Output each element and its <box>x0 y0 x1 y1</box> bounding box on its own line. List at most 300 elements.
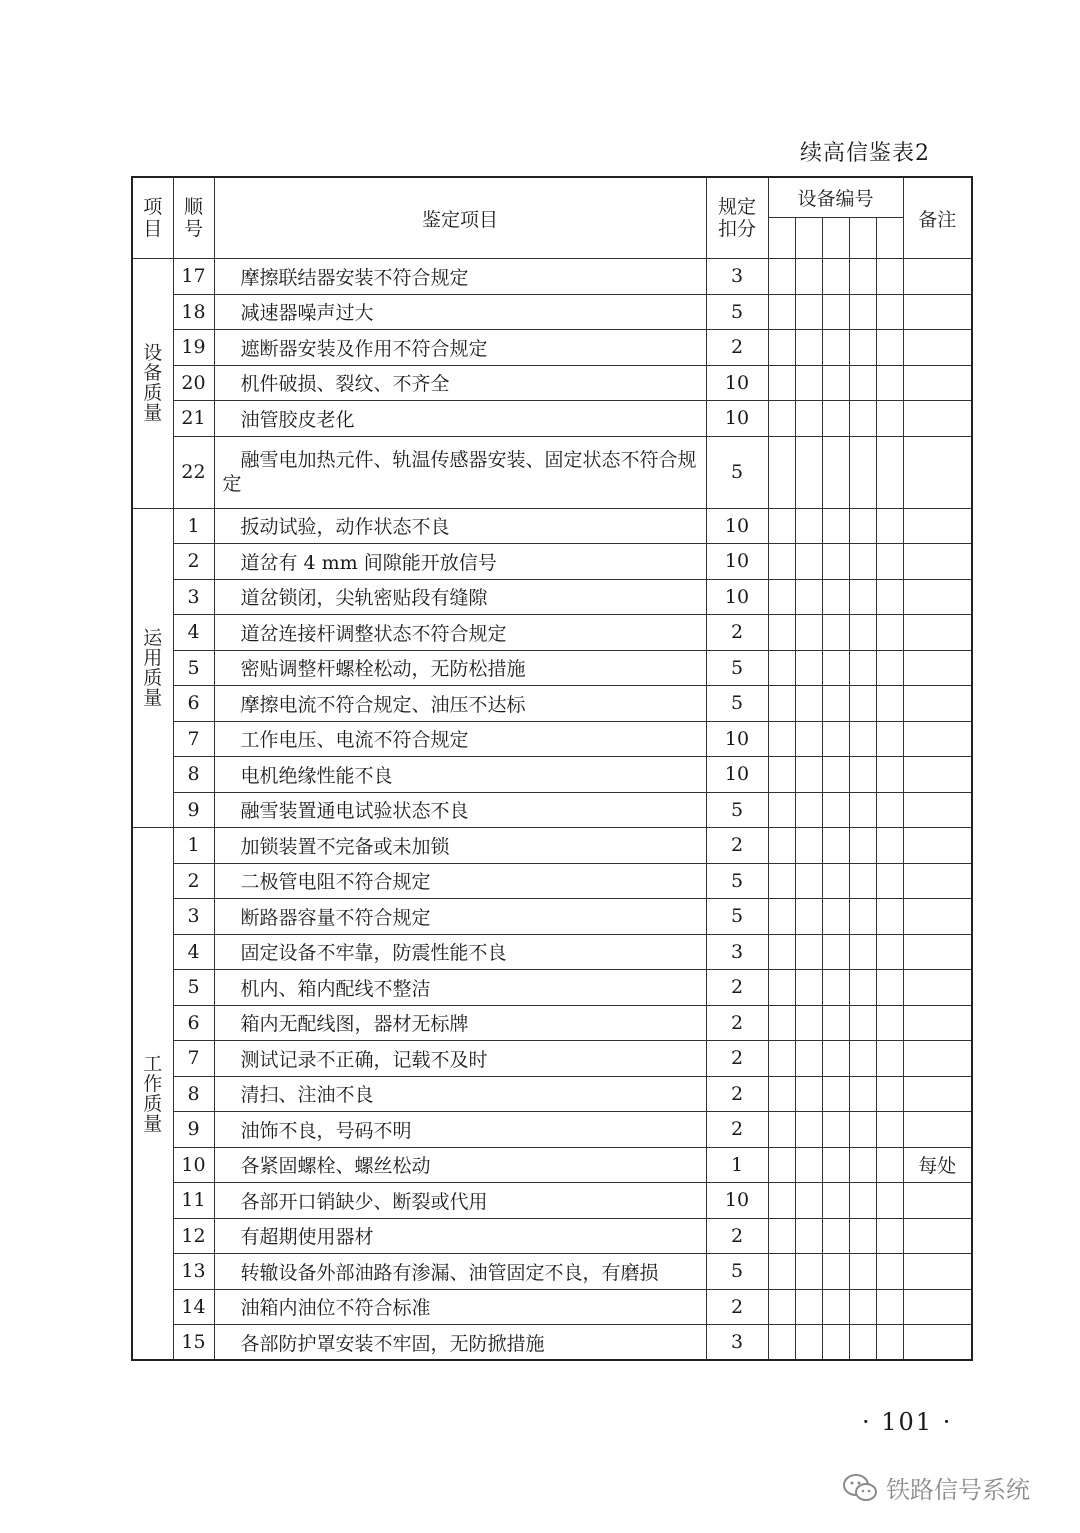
seq-cell: 14 <box>173 1289 214 1325</box>
device-check-cell[interactable] <box>768 970 795 1006</box>
note-cell <box>903 934 972 970</box>
note-cell <box>903 863 972 899</box>
points-cell: 5 <box>706 294 768 330</box>
table-row <box>132 1147 972 1183</box>
device-check-cell[interactable] <box>822 1005 849 1041</box>
device-check-cell[interactable] <box>822 330 849 366</box>
seq-cell: 13 <box>173 1254 214 1290</box>
table-row <box>132 650 972 686</box>
table-row <box>132 899 972 935</box>
device-check-cell[interactable] <box>822 1076 849 1112</box>
device-col[interactable] <box>876 218 903 259</box>
table-row <box>132 294 972 330</box>
device-check-cell[interactable] <box>795 1112 822 1148</box>
item-cell: 摩擦电流不符合规定、油压不达标 <box>214 686 706 722</box>
device-check-cell[interactable] <box>876 1076 903 1112</box>
item-cell: 融雪装置通电试验状态不良 <box>214 792 706 828</box>
item-cell: 融雪电加热元件、轨温传感器安装、固定状态不符合规定 <box>214 436 706 508</box>
device-check-cell[interactable] <box>795 1254 822 1290</box>
device-check-cell[interactable] <box>876 686 903 722</box>
table-row <box>132 863 972 899</box>
seq-cell: 8 <box>173 757 214 793</box>
device-check-cell[interactable] <box>849 828 876 864</box>
device-check-cell[interactable] <box>876 330 903 366</box>
device-check-cell[interactable] <box>849 934 876 970</box>
watermark-text: 铁路信号系统 <box>886 1476 1030 1504</box>
device-check-cell[interactable] <box>822 401 849 437</box>
table-row <box>132 1289 972 1325</box>
device-check-cell[interactable] <box>822 544 849 580</box>
device-check-cell[interactable] <box>876 579 903 615</box>
device-col[interactable] <box>822 218 849 259</box>
device-check-cell[interactable] <box>795 508 822 544</box>
item-cell: 有超期使用器材 <box>214 1218 706 1254</box>
page-number: · 101 · <box>862 1408 953 1436</box>
device-check-cell[interactable] <box>795 1289 822 1325</box>
device-check-cell[interactable] <box>795 828 822 864</box>
seq-cell: 8 <box>173 1076 214 1112</box>
device-check-cell[interactable] <box>876 259 903 295</box>
points-cell: 3 <box>706 1325 768 1361</box>
note-cell <box>903 757 972 793</box>
device-check-cell[interactable] <box>849 259 876 295</box>
device-check-cell[interactable] <box>768 1254 795 1290</box>
table-row <box>132 508 972 544</box>
device-check-cell[interactable] <box>822 1183 849 1219</box>
seq-cell: 7 <box>173 1041 214 1077</box>
note-cell <box>903 1041 972 1077</box>
table-row <box>132 757 972 793</box>
device-check-cell[interactable] <box>768 1218 795 1254</box>
device-check-cell[interactable] <box>822 970 849 1006</box>
seq-cell: 9 <box>173 792 214 828</box>
device-check-cell[interactable] <box>822 1147 849 1183</box>
device-check-cell[interactable] <box>768 1289 795 1325</box>
device-check-cell[interactable] <box>849 899 876 935</box>
header-item: 鉴定项目 <box>214 177 706 259</box>
table-row <box>132 721 972 757</box>
device-check-cell[interactable] <box>849 508 876 544</box>
points-cell: 10 <box>706 544 768 580</box>
device-check-cell[interactable] <box>876 436 903 508</box>
device-check-cell[interactable] <box>849 1076 876 1112</box>
device-check-cell[interactable] <box>876 1147 903 1183</box>
device-check-cell[interactable] <box>822 259 849 295</box>
note-cell <box>903 436 972 508</box>
table-row <box>132 1005 972 1041</box>
note-cell <box>903 508 972 544</box>
points-cell: 10 <box>706 757 768 793</box>
note-cell <box>903 365 972 401</box>
device-check-cell[interactable] <box>768 1041 795 1077</box>
device-check-cell[interactable] <box>876 401 903 437</box>
device-check-cell[interactable] <box>795 650 822 686</box>
table-row <box>132 792 972 828</box>
device-check-cell[interactable] <box>795 970 822 1006</box>
table-row <box>132 436 972 508</box>
seq-cell: 3 <box>173 579 214 615</box>
device-check-cell[interactable] <box>822 757 849 793</box>
points-cell: 5 <box>706 899 768 935</box>
device-check-cell[interactable] <box>795 721 822 757</box>
device-check-cell[interactable] <box>795 899 822 935</box>
device-col[interactable] <box>849 218 876 259</box>
item-cell: 二极管电阻不符合规定 <box>214 863 706 899</box>
seq-cell: 3 <box>173 899 214 935</box>
device-check-cell[interactable] <box>849 1112 876 1148</box>
device-check-cell[interactable] <box>876 792 903 828</box>
device-check-cell[interactable] <box>849 1289 876 1325</box>
device-check-cell[interactable] <box>849 650 876 686</box>
points-cell: 2 <box>706 1112 768 1148</box>
item-cell: 机内、箱内配线不整洁 <box>214 970 706 1006</box>
device-check-cell[interactable] <box>768 1147 795 1183</box>
device-check-cell[interactable] <box>768 934 795 970</box>
seq-cell: 12 <box>173 1218 214 1254</box>
device-check-cell[interactable] <box>768 579 795 615</box>
table-row <box>132 259 972 295</box>
points-cell: 10 <box>706 579 768 615</box>
item-cell: 扳动试验，动作状态不良 <box>214 508 706 544</box>
seq-cell: 19 <box>173 330 214 366</box>
seq-cell: 18 <box>173 294 214 330</box>
device-check-cell[interactable] <box>876 508 903 544</box>
device-check-cell[interactable] <box>876 365 903 401</box>
seq-cell: 4 <box>173 934 214 970</box>
seq-cell: 10 <box>173 1147 214 1183</box>
device-check-cell[interactable] <box>822 1289 849 1325</box>
device-check-cell[interactable] <box>768 757 795 793</box>
item-cell: 油管胶皮老化 <box>214 401 706 437</box>
seq-cell: 9 <box>173 1112 214 1148</box>
points-cell: 10 <box>706 401 768 437</box>
device-check-cell[interactable] <box>876 1254 903 1290</box>
device-check-cell[interactable] <box>768 1183 795 1219</box>
device-check-cell[interactable] <box>768 401 795 437</box>
device-check-cell[interactable] <box>768 508 795 544</box>
device-check-cell[interactable] <box>768 1112 795 1148</box>
device-col[interactable] <box>768 218 795 259</box>
item-cell: 摩擦联结器安装不符合规定 <box>214 259 706 295</box>
device-check-cell[interactable] <box>876 863 903 899</box>
table-row <box>132 1325 972 1361</box>
device-check-cell[interactable] <box>822 899 849 935</box>
note-cell <box>903 899 972 935</box>
device-check-cell[interactable] <box>795 792 822 828</box>
device-check-cell[interactable] <box>822 934 849 970</box>
device-check-cell[interactable] <box>849 721 876 757</box>
device-check-cell[interactable] <box>876 1218 903 1254</box>
device-check-cell[interactable] <box>849 863 876 899</box>
device-check-cell[interactable] <box>822 1112 849 1148</box>
device-check-cell[interactable] <box>876 544 903 580</box>
points-cell: 2 <box>706 1218 768 1254</box>
device-check-cell[interactable] <box>849 686 876 722</box>
note-cell <box>903 1289 972 1325</box>
item-cell: 箱内无配线图，器材无标牌 <box>214 1005 706 1041</box>
device-check-cell[interactable] <box>768 365 795 401</box>
item-cell: 道岔锁闭，尖轨密贴段有缝隙 <box>214 579 706 615</box>
device-check-cell[interactable] <box>768 294 795 330</box>
item-cell: 密贴调整杆螺栓松动，无防松措施 <box>214 650 706 686</box>
note-cell <box>903 828 972 864</box>
device-check-cell[interactable] <box>876 1041 903 1077</box>
device-check-cell[interactable] <box>795 294 822 330</box>
device-check-cell[interactable] <box>876 1005 903 1041</box>
device-check-cell[interactable] <box>822 1325 849 1361</box>
table-row <box>132 1183 972 1219</box>
device-check-cell[interactable] <box>849 579 876 615</box>
device-check-cell[interactable] <box>876 650 903 686</box>
item-cell: 加锁装置不完备或未加锁 <box>214 828 706 864</box>
seq-cell: 7 <box>173 721 214 757</box>
table-row <box>132 579 972 615</box>
item-cell: 道岔连接杆调整状态不符合规定 <box>214 615 706 651</box>
points-cell: 5 <box>706 436 768 508</box>
table-row <box>132 544 972 580</box>
device-check-cell[interactable] <box>822 294 849 330</box>
item-cell: 油饰不良，号码不明 <box>214 1112 706 1148</box>
points-cell: 2 <box>706 1005 768 1041</box>
device-check-cell[interactable] <box>768 899 795 935</box>
note-cell <box>903 401 972 437</box>
device-check-cell[interactable] <box>822 792 849 828</box>
device-check-cell[interactable] <box>876 1112 903 1148</box>
device-check-cell[interactable] <box>795 686 822 722</box>
device-check-cell[interactable] <box>795 1041 822 1077</box>
note-cell <box>903 544 972 580</box>
points-cell: 2 <box>706 615 768 651</box>
device-check-cell[interactable] <box>849 330 876 366</box>
points-cell: 5 <box>706 863 768 899</box>
seq-cell: 6 <box>173 1005 214 1041</box>
device-check-cell[interactable] <box>849 1254 876 1290</box>
device-check-cell[interactable] <box>768 650 795 686</box>
note-cell <box>903 259 972 295</box>
seq-cell: 5 <box>173 970 214 1006</box>
item-cell: 道岔有 4 mm 间隙能开放信号 <box>214 544 706 580</box>
device-check-cell[interactable] <box>849 401 876 437</box>
seq-cell: 2 <box>173 544 214 580</box>
table-row <box>132 401 972 437</box>
device-check-cell[interactable] <box>795 436 822 508</box>
item-cell: 油箱内油位不符合标准 <box>214 1289 706 1325</box>
device-check-cell[interactable] <box>849 970 876 1006</box>
points-cell: 5 <box>706 1254 768 1290</box>
device-check-cell[interactable] <box>849 544 876 580</box>
device-check-cell[interactable] <box>849 436 876 508</box>
table-row <box>132 686 972 722</box>
seq-cell: 6 <box>173 686 214 722</box>
item-cell: 清扫、注油不良 <box>214 1076 706 1112</box>
device-check-cell[interactable] <box>768 436 795 508</box>
device-check-cell[interactable] <box>822 436 849 508</box>
item-cell: 遮断器安装及作用不符合规定 <box>214 330 706 366</box>
item-cell: 断路器容量不符合规定 <box>214 899 706 935</box>
header-points: 规定 扣分 <box>706 177 768 259</box>
note-cell <box>903 330 972 366</box>
device-col[interactable] <box>795 218 822 259</box>
item-cell: 电机绝缘性能不良 <box>214 757 706 793</box>
table-row <box>132 1218 972 1254</box>
device-check-cell[interactable] <box>876 970 903 1006</box>
points-cell: 3 <box>706 934 768 970</box>
note-cell <box>903 650 972 686</box>
points-cell: 5 <box>706 686 768 722</box>
device-check-cell[interactable] <box>795 330 822 366</box>
points-cell: 10 <box>706 1183 768 1219</box>
device-check-cell[interactable] <box>876 899 903 935</box>
seq-cell: 22 <box>173 436 214 508</box>
device-check-cell[interactable] <box>822 650 849 686</box>
category-cell <box>132 828 173 1361</box>
note-cell <box>903 792 972 828</box>
note-cell <box>903 970 972 1006</box>
device-check-cell[interactable] <box>768 828 795 864</box>
item-cell: 测试记录不正确，记载不及时 <box>214 1041 706 1077</box>
points-cell: 2 <box>706 1041 768 1077</box>
device-check-cell[interactable] <box>768 792 795 828</box>
note-cell <box>903 1076 972 1112</box>
device-check-cell[interactable] <box>822 365 849 401</box>
points-cell: 2 <box>706 828 768 864</box>
item-cell: 减速器噪声过大 <box>214 294 706 330</box>
device-check-cell[interactable] <box>849 1183 876 1219</box>
device-check-cell[interactable] <box>795 1325 822 1361</box>
table-body <box>132 259 972 1361</box>
seq-cell: 11 <box>173 1183 214 1219</box>
table-row <box>132 1076 972 1112</box>
device-check-cell[interactable] <box>795 1147 822 1183</box>
seq-cell: 2 <box>173 863 214 899</box>
points-cell: 10 <box>706 508 768 544</box>
device-check-cell[interactable] <box>876 934 903 970</box>
device-check-cell[interactable] <box>768 721 795 757</box>
device-check-cell[interactable] <box>876 721 903 757</box>
category-cell <box>132 508 173 828</box>
device-check-cell[interactable] <box>795 757 822 793</box>
device-check-cell[interactable] <box>768 1076 795 1112</box>
device-check-cell[interactable] <box>876 757 903 793</box>
note-cell <box>903 1005 972 1041</box>
device-check-cell[interactable] <box>768 330 795 366</box>
device-check-cell[interactable] <box>795 615 822 651</box>
device-check-cell[interactable] <box>822 1041 849 1077</box>
device-check-cell[interactable] <box>849 1041 876 1077</box>
device-check-cell[interactable] <box>795 934 822 970</box>
device-check-cell[interactable] <box>768 259 795 295</box>
device-check-cell[interactable] <box>795 544 822 580</box>
device-check-cell[interactable] <box>768 615 795 651</box>
device-check-cell[interactable] <box>822 1254 849 1290</box>
note-cell <box>903 579 972 615</box>
seq-cell: 15 <box>173 1325 214 1361</box>
appraisal-table <box>131 176 973 1361</box>
points-cell: 2 <box>706 330 768 366</box>
device-check-cell[interactable] <box>795 863 822 899</box>
note-cell <box>903 686 972 722</box>
device-check-cell[interactable] <box>768 1325 795 1361</box>
note-cell <box>903 615 972 651</box>
device-check-cell[interactable] <box>795 401 822 437</box>
device-check-cell[interactable] <box>876 1289 903 1325</box>
device-check-cell[interactable] <box>849 757 876 793</box>
table-row <box>132 828 972 864</box>
device-check-cell[interactable] <box>849 1325 876 1361</box>
table-row <box>132 330 972 366</box>
category-label: 工 作 质 量 <box>143 1052 163 1135</box>
seq-cell: 1 <box>173 828 214 864</box>
category-cell <box>132 259 173 509</box>
device-check-cell[interactable] <box>768 544 795 580</box>
device-check-cell[interactable] <box>822 721 849 757</box>
device-check-cell[interactable] <box>822 686 849 722</box>
device-check-cell[interactable] <box>795 1005 822 1041</box>
device-check-cell[interactable] <box>876 294 903 330</box>
device-check-cell[interactable] <box>849 792 876 828</box>
note-cell <box>903 1183 972 1219</box>
device-check-cell[interactable] <box>822 508 849 544</box>
device-check-cell[interactable] <box>849 294 876 330</box>
device-check-cell[interactable] <box>795 259 822 295</box>
device-check-cell[interactable] <box>795 1218 822 1254</box>
device-check-cell[interactable] <box>822 828 849 864</box>
table-row <box>132 365 972 401</box>
device-check-cell[interactable] <box>768 863 795 899</box>
item-cell: 各部防护罩安装不牢固，无防掀措施 <box>214 1325 706 1361</box>
device-check-cell[interactable] <box>768 686 795 722</box>
item-cell: 各部开口销缺少、断裂或代用 <box>214 1183 706 1219</box>
device-check-cell[interactable] <box>876 1183 903 1219</box>
note-cell <box>903 294 972 330</box>
device-check-cell[interactable] <box>849 615 876 651</box>
device-check-cell[interactable] <box>768 1005 795 1041</box>
device-check-cell[interactable] <box>795 1183 822 1219</box>
points-cell: 10 <box>706 721 768 757</box>
points-cell: 3 <box>706 259 768 295</box>
device-check-cell[interactable] <box>876 828 903 864</box>
device-check-cell[interactable] <box>822 579 849 615</box>
item-cell: 机件破损、裂纹、不齐全 <box>214 365 706 401</box>
table-row <box>132 1254 972 1290</box>
device-check-cell[interactable] <box>822 1218 849 1254</box>
watermark <box>842 1470 1030 1505</box>
device-check-cell[interactable] <box>795 1076 822 1112</box>
device-check-cell[interactable] <box>822 863 849 899</box>
device-check-cell[interactable] <box>795 365 822 401</box>
header-note: 备注 <box>903 177 972 259</box>
points-cell: 5 <box>706 792 768 828</box>
table-row <box>132 615 972 651</box>
device-check-cell[interactable] <box>822 615 849 651</box>
device-check-cell[interactable] <box>849 1005 876 1041</box>
device-check-cell[interactable] <box>795 579 822 615</box>
device-check-cell[interactable] <box>876 615 903 651</box>
item-cell: 工作电压、电流不符合规定 <box>214 721 706 757</box>
note-cell <box>903 721 972 757</box>
table-row <box>132 1112 972 1148</box>
device-check-cell[interactable] <box>849 1147 876 1183</box>
device-check-cell[interactable] <box>849 365 876 401</box>
table-row <box>132 1041 972 1077</box>
device-check-cell[interactable] <box>849 1218 876 1254</box>
device-check-cell[interactable] <box>876 1325 903 1361</box>
item-cell: 各紧固螺栓、螺丝松动 <box>214 1147 706 1183</box>
seq-cell: 17 <box>173 259 214 295</box>
category-label: 设 备 质 量 <box>143 342 163 425</box>
note-cell <box>903 1325 972 1361</box>
note-cell <box>903 1112 972 1148</box>
